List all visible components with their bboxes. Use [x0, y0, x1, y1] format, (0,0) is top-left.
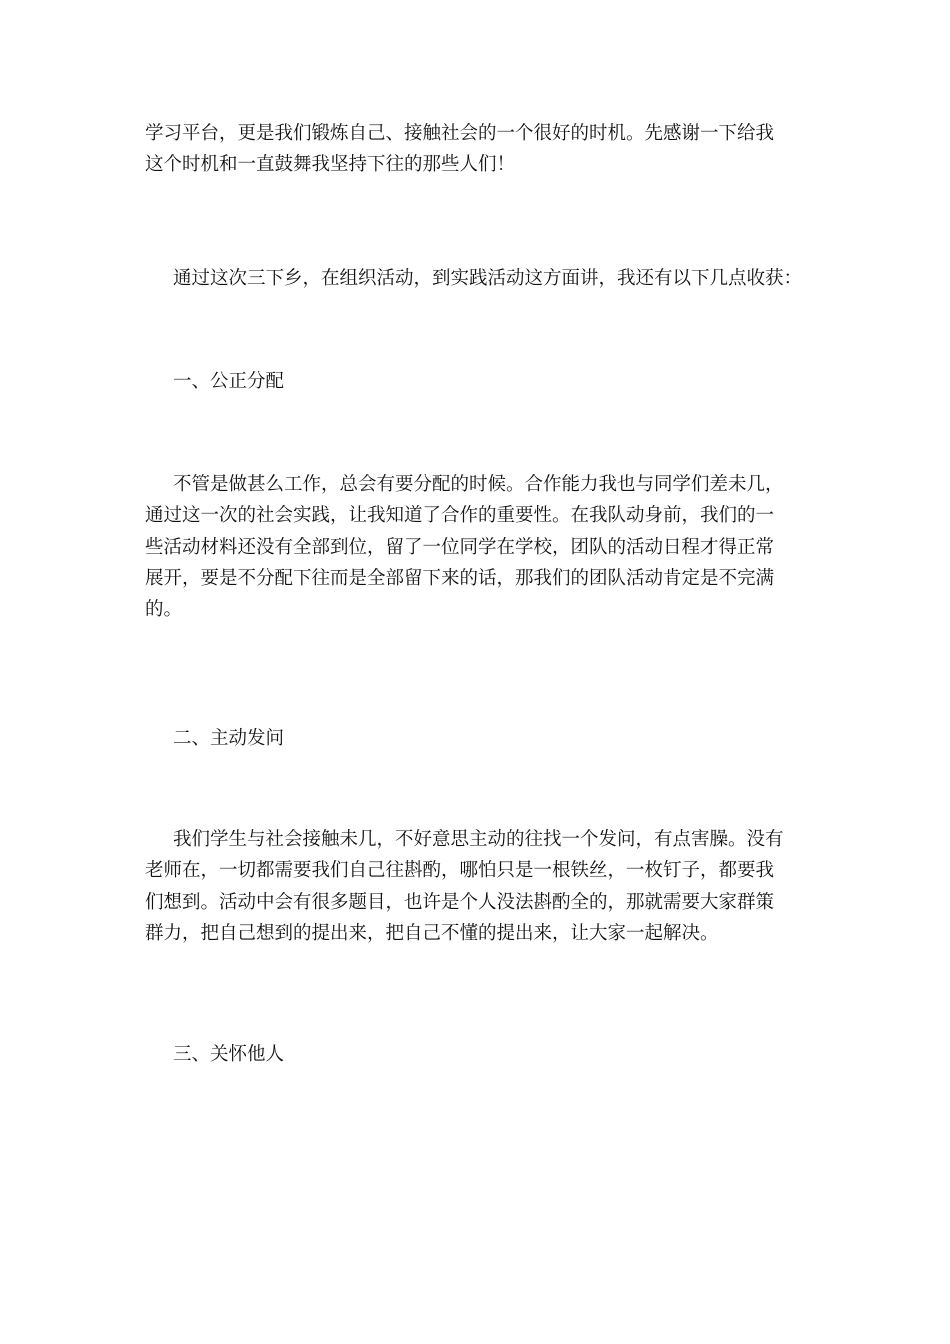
heading-text: 一、公正分配 — [173, 371, 285, 392]
text-line: 些活动材料还没有全部到位，留了一位同学在学校，团队的活动日程才得正常 — [145, 536, 775, 558]
section-2-paragraph — [145, 824, 825, 949]
text-line: 通过这次三下乡，在组织活动，到实践活动这方面讲，我还有以下几点收获： — [173, 268, 803, 289]
text-line: 不管是做甚么工作，总会有要分配的时候。合作能力我也与同学们差未几， — [173, 474, 784, 495]
text-line: 学习平台，更是我们锻炼自己、接触社会的一个很好的时机。先感谢一下给我 — [145, 123, 775, 144]
section-heading-3 — [145, 1039, 825, 1070]
text-line: 们想到。活动中会有很多题目，也许是个人没法斟酌全的，那就需要大家群策 — [145, 891, 775, 913]
text-line: 展开，要是不分配下往而是全部留下来的话，那我们的团队活动肯定是不完满 — [145, 567, 775, 589]
text-line: 群力，把自己想到的提出来，把自己不懂的提出来，让大家一起解决。 — [145, 922, 719, 944]
text-line: 我们学生与社会接触未几，不好意思主动的往找一个发问，有点害臊。没有 — [173, 829, 784, 850]
section-heading-2 — [145, 723, 825, 754]
text-line: 这个时机和一直鼓舞我坚持下往的那些人们！ — [145, 154, 516, 176]
heading-text: 三、关怀他人 — [173, 1044, 285, 1065]
text-line: 的。 — [145, 599, 183, 621]
summary-paragraph — [145, 263, 825, 294]
text-line: 老师在，一切都需要我们自己往斟酌，哪怕只是一根铁丝，一枚钉子，都要我 — [145, 860, 775, 882]
text-line: 通过这一次的社会实践，让我知道了合作的重要性。在我队动身前，我们的一 — [145, 505, 775, 527]
section-1-paragraph — [145, 469, 825, 625]
heading-text: 二、主动发问 — [173, 728, 285, 749]
intro-paragraph — [145, 118, 825, 181]
section-heading-1 — [145, 366, 825, 397]
